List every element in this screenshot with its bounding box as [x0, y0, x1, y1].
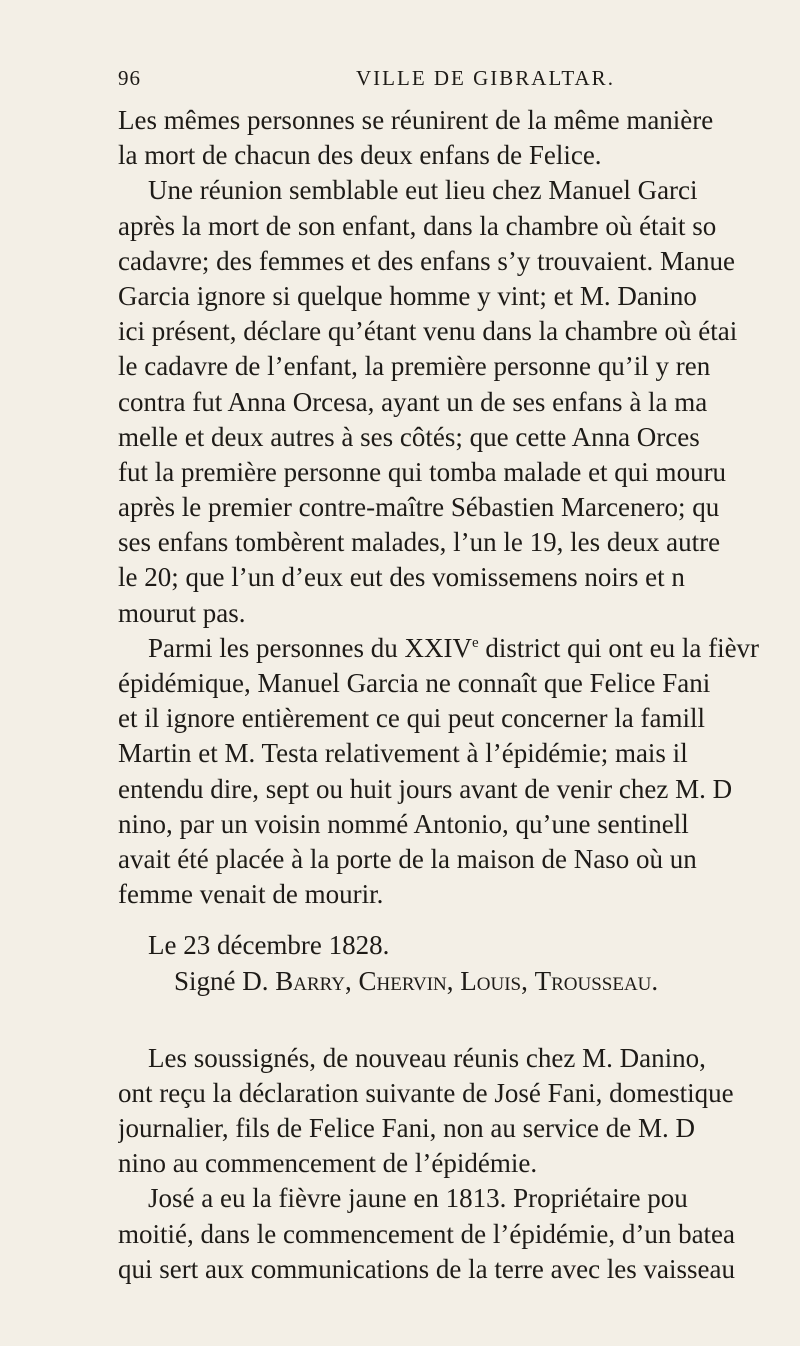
text-line: journalier, fils de Felice Fani, non au service de M. D: [118, 1113, 696, 1144]
text-line: mourut pas.: [118, 597, 246, 628]
text-line: après le premier contre-maître Sébastien Marcenero; qu: [118, 492, 720, 523]
text-line: [118, 631, 800, 666]
text-segment: Parmi les personnes du XXIV: [148, 632, 472, 663]
text-segment: ,: [345, 965, 359, 996]
text-line: Les soussignés, de nouveau réunis chez M. Danino,: [148, 1042, 706, 1073]
text-line: avait été placée à la porte de la maison de Naso où un: [118, 843, 697, 874]
text-line: entendu dire, sept ou huit jours avant de venir chez M. D: [118, 773, 733, 804]
text-segment: .: [651, 965, 659, 996]
text-line: épidémique, Manuel Garcia ne connaît que Felice Fani: [118, 668, 711, 698]
text-line: la mort de chacun des deux enfans de Felice.: [118, 140, 602, 171]
text-line: cadavre; des femmes et des enfans s’y trouvaient. Manue: [118, 245, 736, 276]
text-line: fut la première personne qui tomba malade et qui mouru: [118, 456, 727, 487]
text-line: le cadavre de l’enfant, la première personne qu’il y ren: [118, 351, 711, 382]
text-segment: ,: [446, 965, 461, 996]
text-line: Martin et M. Testa relativement à l’épidémie; mais il: [118, 738, 688, 769]
date-line: Le 23 décembre 1828.: [148, 930, 390, 961]
text-line: le 20; que l’un d’eux eut des vomissemens noirs et n: [118, 562, 685, 593]
body-text: [118, 103, 800, 1287]
signatory-name: Barry: [275, 965, 345, 996]
text-line: après la mort de son enfant, dans la chambre où était so: [118, 210, 717, 241]
text-line: ont reçu la déclaration suivante de José Fani, domestique: [118, 1077, 734, 1108]
text-line: contra fut Anna Orcesa, ayant un de ses enfans à la ma: [118, 386, 708, 417]
page-header: [118, 66, 760, 96]
text-line: nino au commencement de l’épidémie.: [118, 1148, 538, 1179]
text-line: José a eu la fièvre jaune en 1813. Propriétaire pou: [148, 1183, 688, 1214]
text-line: ses enfans tombèrent malades, l’un le 19, les deux autre: [118, 527, 721, 558]
text-line: Une réunion semblable eut lieu chez Manuel Garci: [148, 175, 698, 206]
signatory-name: Louis: [460, 965, 522, 996]
page-number: 96: [118, 66, 141, 90]
text-line: qui sert aux communications de la terre avec les vaisseau: [118, 1253, 736, 1284]
text-line: ici présent, déclare qu’étant venu dans la chambre où étai: [118, 316, 738, 347]
text-line: Les mêmes personnes se réunirent de la même manière: [118, 105, 714, 135]
text-line: melle et deux autres à ses côtés; que cette Anna Orces: [118, 421, 700, 452]
text-line: femme venait de mourir.: [118, 879, 384, 910]
text-segment: district qui ont eu la fièvr: [478, 632, 760, 663]
text-line: Garcia ignore si quelque homme y vint; et M. Danino: [118, 280, 697, 311]
signature-line: [118, 964, 800, 999]
signatory-name: Trousseau: [534, 965, 652, 996]
text-line: nino, par un voisin nommé Antonio, qu’une sentinell: [118, 808, 689, 839]
running-title: VILLE DE GIBRALTAR.: [356, 66, 615, 90]
text-line: moitié, dans le commencement de l’épidémie, d’un batea: [118, 1218, 736, 1249]
ordinal-superscript: e: [471, 634, 479, 651]
signatory-name: Chervin: [358, 965, 447, 996]
text-segment: Signé D.: [174, 965, 276, 996]
text-segment: ,: [521, 965, 535, 996]
text-line: et il ignore entièrement ce qui peut concerner la famill: [118, 703, 705, 734]
